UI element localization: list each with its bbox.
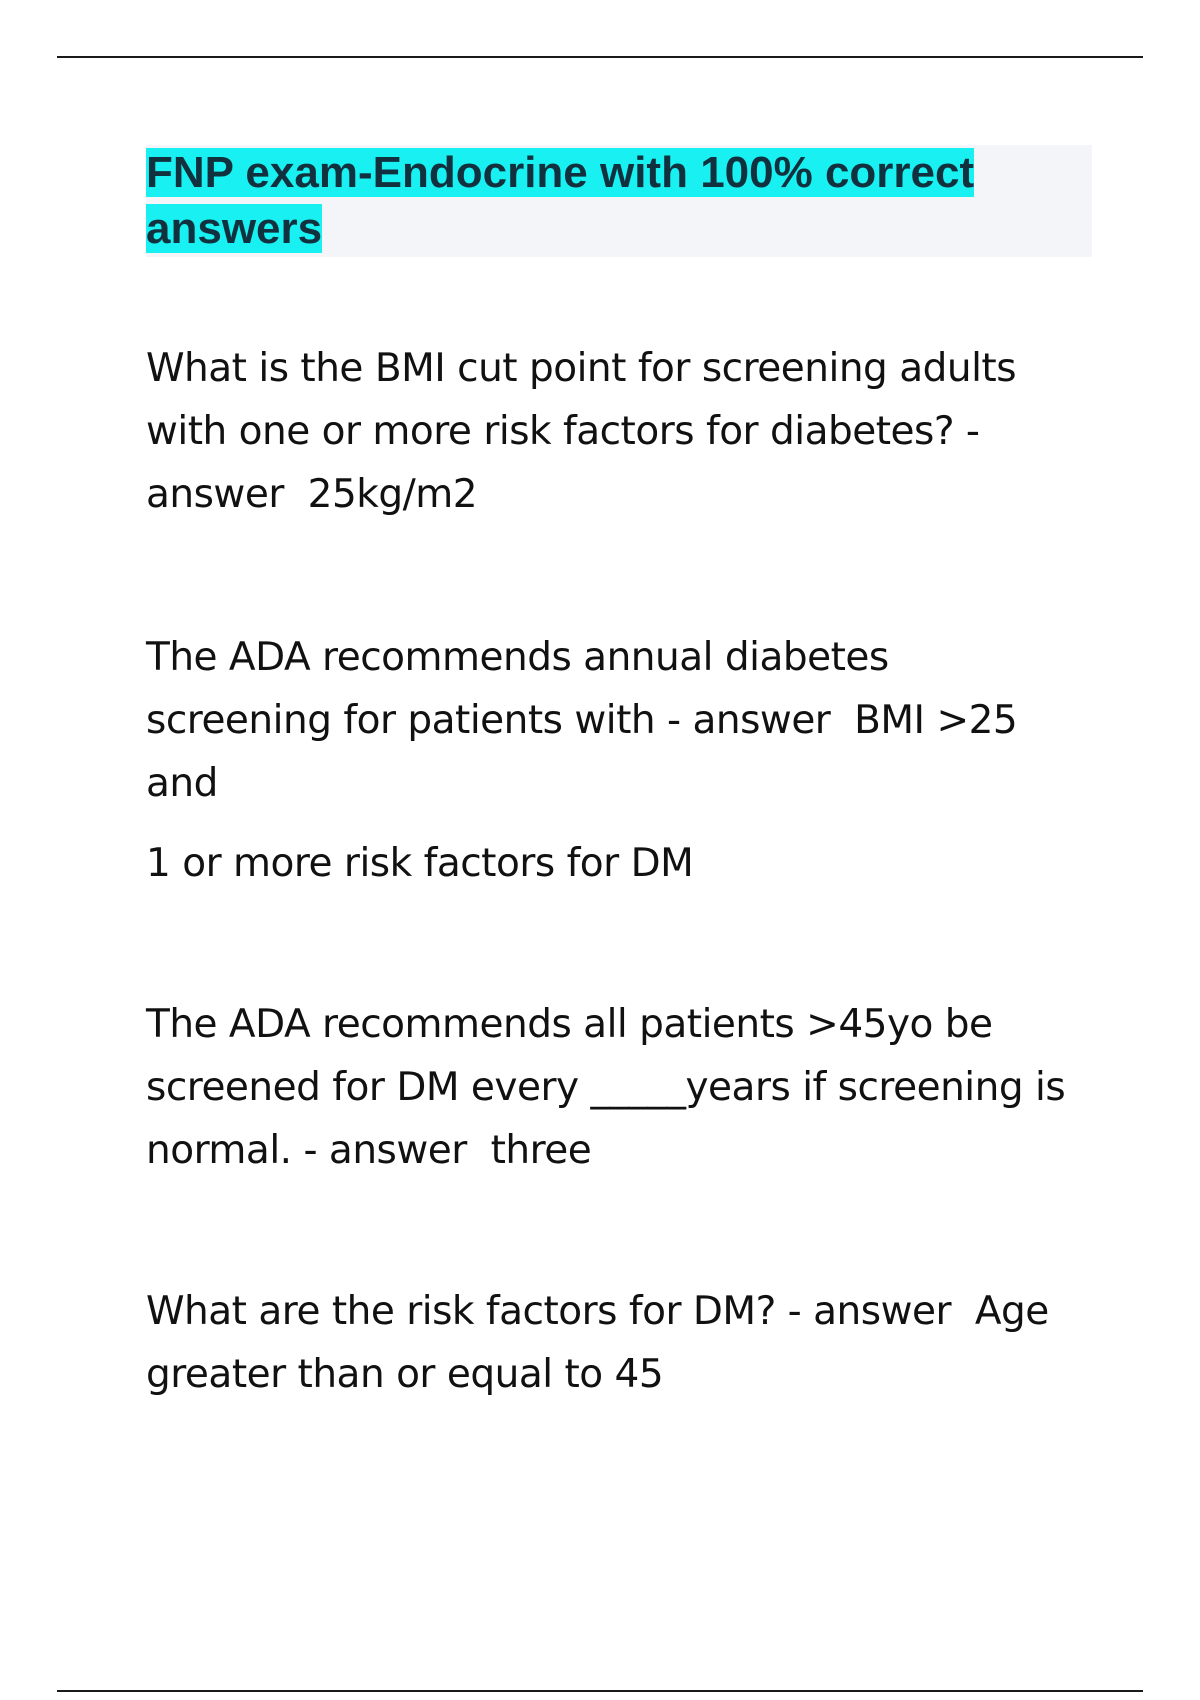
answer-text: three — [490, 1128, 592, 1173]
title-highlight: FNP exam-Endocrine with 100% correct answers — [146, 148, 975, 253]
qa-item-2-continuation — [146, 832, 1086, 895]
question-text: The ADA recommends annual diabetes screening for patients with - answer — [146, 635, 889, 743]
answer-label: answer — [146, 472, 284, 517]
question-text: What is the BMI cut point for screening adults with one or more risk factors for diabetes? - — [146, 346, 1017, 454]
answer-text: 25kg/m2 — [307, 472, 478, 517]
qa-item-2 — [146, 626, 1086, 815]
question-text: What are the risk factors for DM? - answer — [146, 1289, 952, 1334]
title-block — [146, 145, 1092, 257]
answer-text: BMI >25 and — [146, 698, 1018, 806]
qa-item-4 — [146, 1280, 1086, 1406]
answer-text: Age greater than or equal to 45 — [146, 1289, 1049, 1397]
qa-item-1 — [146, 337, 1086, 526]
page-title — [146, 145, 1092, 257]
question-text: The ADA recommends all patients >45yo be screened for DM every _____years if screening is normal. - answer — [146, 1002, 1066, 1173]
bottom-rule — [57, 1690, 1143, 1692]
top-rule — [57, 56, 1143, 58]
qa-item-3 — [146, 993, 1086, 1182]
answer-continuation: 1 or more risk factors for DM — [146, 841, 694, 886]
